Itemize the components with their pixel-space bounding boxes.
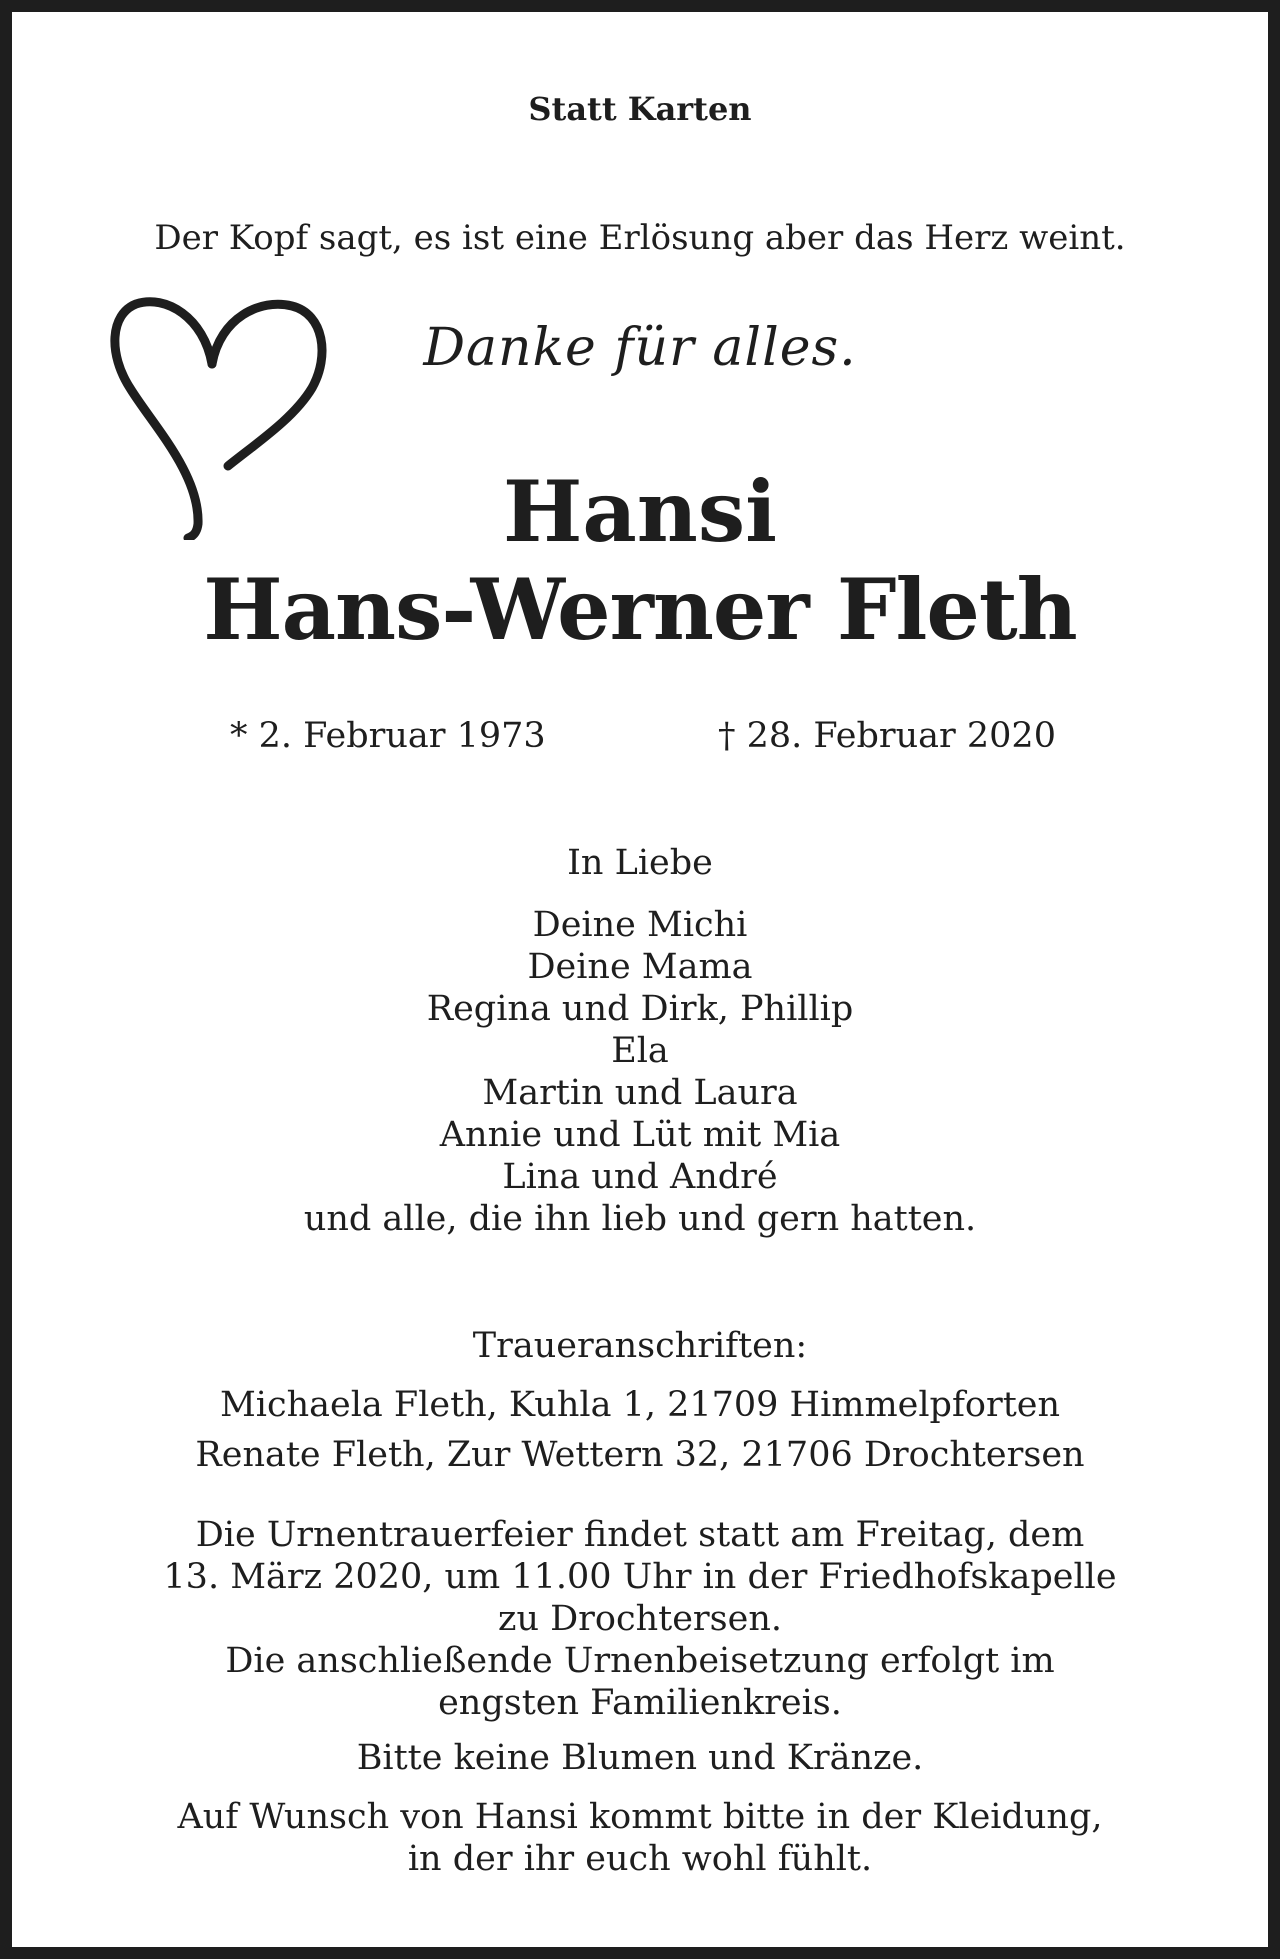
ceremony-line: Die Urnentrauerfeier findet statt am Freitag, dem [195,1515,1085,1555]
address-line: Renate Fleth, Zur Wettern 32, 21706 Drochtersen [195,1435,1085,1475]
deceased-nickname: Hansi [502,462,778,561]
family-closing: und alle, die ihn lieb und gern hatten. [303,1199,977,1239]
family-member: Martin und Laura [482,1073,798,1113]
ceremony-line: 13. März 2020, um 11.00 Uhr in der Friedhofskapelle [163,1557,1117,1597]
family-member: Ela [611,1031,669,1071]
dress-line: in der ihr euch wohl fühlt. [407,1839,873,1879]
mourning-addresses [12,1380,1268,1480]
family-member: Deine Mama [527,947,753,987]
dress-line: Auf Wunsch von Hansi kommt bitte in der Kleidung, [177,1797,1103,1837]
in-love-line: In Liebe [567,843,713,883]
family-list [12,904,1268,1240]
family-member: Lina und André [502,1157,778,1197]
ceremony-line: engsten Familienkreis. [438,1683,842,1723]
deceased-full-name: Hans-Werner Fleth [203,560,1077,659]
mourning-address-heading: Traueranschriften: [472,1326,808,1366]
death-date: † 28. Februar 2020 [718,716,1056,756]
ceremony-line: Die anschließende Urnenbeisetzung erfolgt im [225,1641,1055,1681]
dress-code-info [12,1796,1268,1880]
notice-header: Statt Karten [528,90,752,128]
family-member: Annie und Lüt mit Mia [439,1115,841,1155]
quote-line: Der Kopf sagt, es ist eine Erlösung aber das Herz weint. [154,218,1126,258]
no-flowers-line: Bitte keine Blumen und Kränze. [356,1738,924,1778]
address-line: Michaela Fleth, Kuhla 1, 21709 Himmelpforten [219,1385,1061,1425]
birth-date: * 2. Februar 1973 [230,716,546,756]
ceremony-info [12,1514,1268,1724]
family-member: Deine Michi [532,905,748,945]
thanks-line: Danke für alles. [423,318,857,378]
ceremony-line: zu Drochtersen. [498,1599,782,1639]
family-member: Regina und Dirk, Phillip [426,989,854,1029]
